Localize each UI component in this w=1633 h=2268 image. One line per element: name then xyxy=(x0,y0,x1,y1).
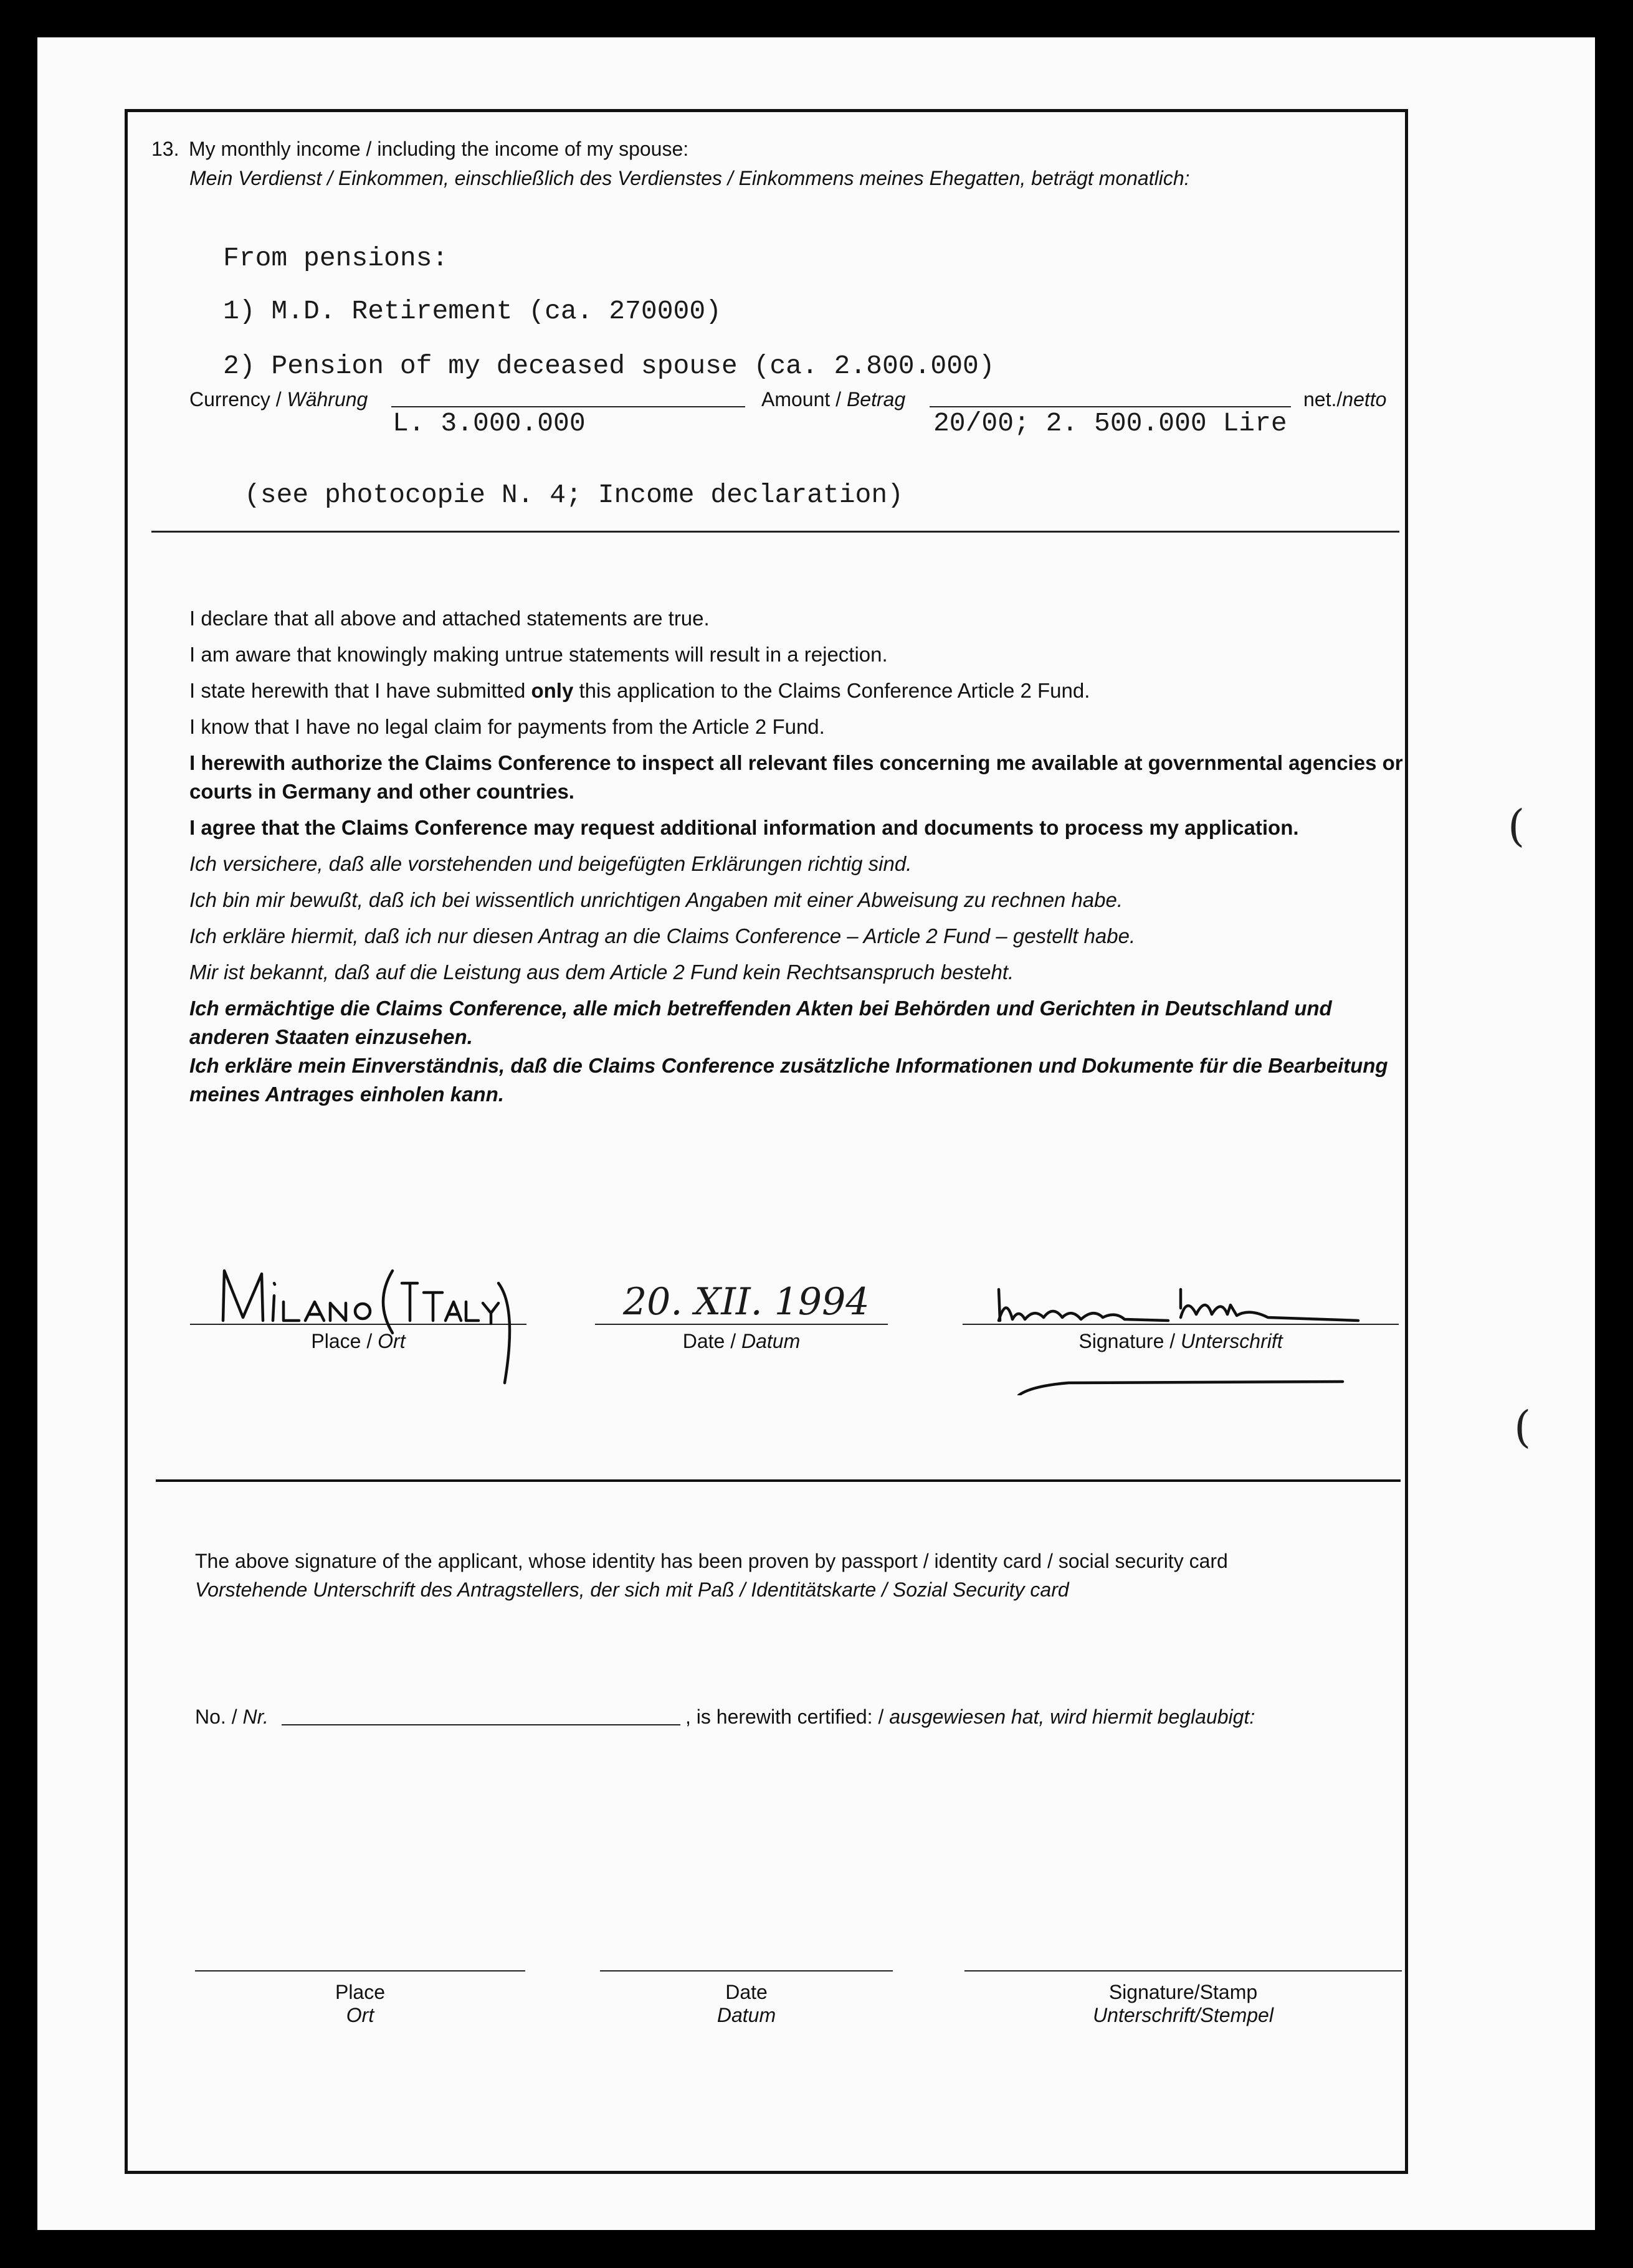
applicant-date-line xyxy=(595,1324,888,1325)
punch-hole-mark-top: ( xyxy=(1508,800,1525,852)
section-divider-1 xyxy=(151,531,1399,533)
typed-income-heading: From pensions: xyxy=(223,243,449,273)
official-date-de: Datum xyxy=(717,2004,776,2026)
certification-text-en: The above signature of the applicant, whose identity has been proven by passport / identity card / social security card xyxy=(195,1550,1228,1572)
applicant-place-en: Place / xyxy=(311,1330,373,1352)
official-date-en: Date xyxy=(725,1981,768,2003)
amount-label-de: Betrag xyxy=(846,388,906,410)
currency-field-line xyxy=(391,406,745,407)
applicant-signature-en: Signature / xyxy=(1078,1330,1176,1352)
net-label xyxy=(1303,387,1386,411)
typed-income-item-2: 2) Pension of my deceased spouse (ca. 2.800.000) xyxy=(223,351,995,381)
declaration-en-3-c: this application to the Claims Conference Article 2 Fund. xyxy=(573,679,1090,702)
applicant-date-caption xyxy=(595,1330,888,1353)
number-field-line[interactable] xyxy=(282,1724,680,1725)
number-label-en: No. / xyxy=(195,1706,237,1728)
currency-label xyxy=(189,387,368,411)
amount-label xyxy=(761,387,905,411)
official-place-line[interactable] xyxy=(195,1970,525,1971)
official-stamp-de: Unterschrift/Stempel xyxy=(1093,2004,1274,2026)
official-date-caption xyxy=(600,1981,893,2027)
declaration-en-4: I know that I have no legal claim for payments from the Article 2 Fund. xyxy=(189,715,825,738)
official-signature-line[interactable] xyxy=(964,1970,1402,1971)
handwritten-place xyxy=(206,1258,555,1395)
declaration-en-5: I herewith authorize the Claims Conference to inspect all relevant files concerning me available at governmental agencies or courts in Germany and other countries. xyxy=(189,751,1403,803)
declarations-block xyxy=(189,604,1404,1116)
declaration-de-3: Ich erkläre hiermit, daß ich nur diesen Antrag an die Claims Conference – Article 2 Fund – gestellt habe. xyxy=(189,924,1136,947)
official-place-en: Place xyxy=(335,1981,386,2003)
item-13-number: 13. xyxy=(151,138,179,160)
declaration-en-6: I agree that the Claims Conference may request additional information and documents to process my application. xyxy=(189,816,1299,839)
certification-text-de: Vorstehende Unterschrift des Antragstellers, der sich mit Paß / Identitätskarte / Sozial Security card xyxy=(195,1578,1069,1601)
item-13-label-en: My monthly income / including the income of my spouse: xyxy=(189,138,689,160)
official-stamp-en: Signature/Stamp xyxy=(1108,1981,1258,2003)
section-divider-2 xyxy=(156,1479,1401,1482)
currency-label-de: Währung xyxy=(287,388,368,410)
net-label-de: netto xyxy=(1342,388,1387,410)
currency-label-en: Currency / xyxy=(189,388,282,410)
amount-field-line xyxy=(930,406,1291,407)
declaration-de-1: Ich versichere, daß alle vorstehenden und beigefügten Erklärungen richtig sind. xyxy=(189,852,912,875)
punch-hole-mark-bottom: ( xyxy=(1514,1402,1531,1453)
declaration-en-3 xyxy=(189,676,1404,705)
amount-value: 20/00; 2. 500.000 Lire xyxy=(933,408,1287,439)
amount-label-en: Amount / xyxy=(761,388,842,410)
official-date-line[interactable] xyxy=(600,1970,893,1971)
certification-number-row xyxy=(195,1705,269,1729)
official-place-caption xyxy=(195,1981,525,2027)
declaration-en-3-a: I state herewith that I have submitted xyxy=(189,679,531,702)
declaration-en-3-only: only xyxy=(531,679,574,702)
declaration-de-4: Mir ist bekannt, daß auf die Leistung aus dem Article 2 Fund kein Rechtsanspruch besteht. xyxy=(189,961,1014,984)
certified-text-en: , is herewith certified: / xyxy=(685,1706,884,1728)
applicant-signature-caption xyxy=(963,1330,1399,1353)
applicant-place-caption xyxy=(190,1330,526,1353)
typed-income-item-1: 1) M.D. Retirement (ca. 270000) xyxy=(223,296,721,326)
applicant-signature-de: Unterschrift xyxy=(1181,1330,1283,1352)
net-label-en: net./ xyxy=(1303,388,1343,410)
declaration-en-1: I declare that all above and attached statements are true. xyxy=(189,607,710,630)
applicant-date-de: Datum xyxy=(741,1330,801,1352)
official-stamp-caption xyxy=(964,1981,1402,2027)
applicant-date-en: Date / xyxy=(682,1330,736,1352)
applicant-place-de: Ort xyxy=(378,1330,406,1352)
typed-income-note: (see photocopie N. 4; Income declaration) xyxy=(244,480,903,510)
certified-text xyxy=(685,1705,1255,1729)
number-label-de: Nr. xyxy=(242,1706,269,1728)
declaration-de-6: Ich erkläre mein Einverständnis, daß die Claims Conference zusätzliche Informationen und Dokumente für die Bearbeitung meines Antrages einholen kann. xyxy=(189,1054,1388,1106)
certified-text-de: ausgewiesen hat, wird hiermit beglaubigt: xyxy=(889,1706,1255,1728)
declaration-de-5: Ich ermächtige die Claims Conference, alle mich betreffenden Akten bei Behörden und Gerichten in Deutschland und anderen Staaten einzusehen. xyxy=(189,997,1332,1048)
official-place-de: Ort xyxy=(346,2004,374,2026)
declaration-de-2: Ich bin mir bewußt, daß ich bei wissentlich unrichtigen Angaben mit einer Abweisung zu rechnen habe. xyxy=(189,888,1123,911)
item-13-label-de: Mein Verdienst / Einkommen, einschließlich des Verdienstes / Einkommens meines Ehegatten, beträgt monatlich: xyxy=(189,167,1190,189)
declaration-en-2: I am aware that knowingly making untrue statements will result in a rejection. xyxy=(189,643,888,666)
handwritten-date: 20. XII. 1994 xyxy=(623,1280,870,1324)
currency-value: L. 3.000.000 xyxy=(393,408,586,439)
